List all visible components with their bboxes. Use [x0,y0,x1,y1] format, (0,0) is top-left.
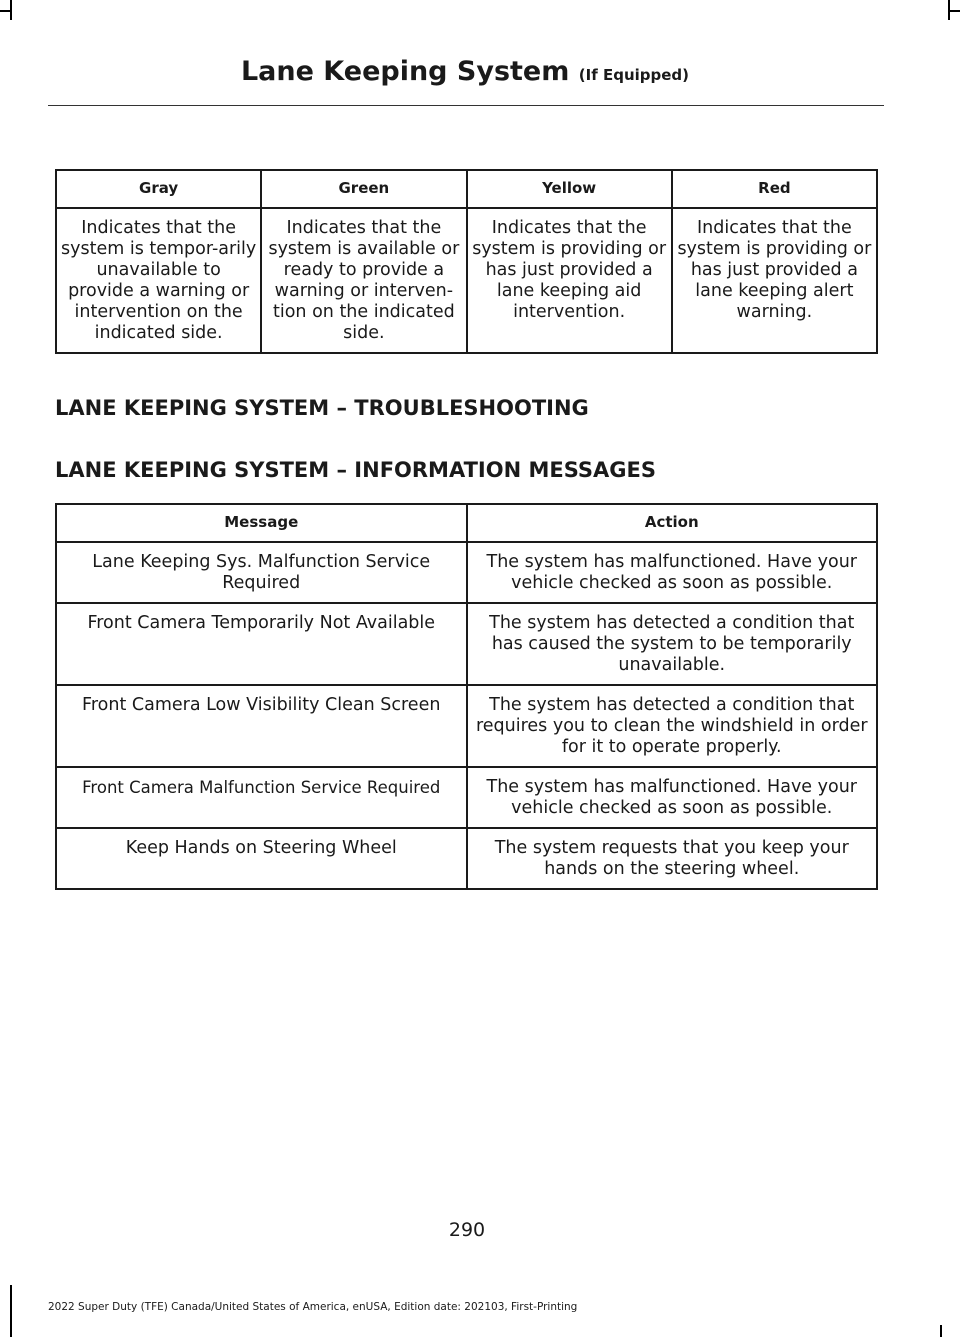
yellow-description: Indicates that the system is providing or has just provided a lane keeping aid intervention. [467,208,672,353]
gray-description: Indicates that the system is tempor-arily unavailable to provide a warning or intervention on the indicated side. [56,208,261,353]
message-cell: Lane Keeping Sys. Malfunction Service Required [56,542,467,603]
header-red: Red [672,170,877,208]
table-row [56,828,877,889]
header-title: Lane Keeping System [240,56,570,87]
action-cell: The system requests that you keep your hands on the steering wheel. [467,828,878,889]
green-description: Indicates that the system is available or ready to provide a warning or interven-tion on the indicated side. [261,208,466,353]
header-yellow: Yellow [467,170,672,208]
page-number: 290 [448,1219,486,1241]
red-description: Indicates that the system is providing or has just provided a lane keeping alert warning. [672,208,877,353]
message-cell: Front Camera Low Visibility Clean Screen [56,685,467,767]
action-cell: The system has detected a condition that has caused the system to be temporarily unavailable. [467,603,878,685]
crop-mark-bottom-left [10,1285,12,1337]
header-gray: Gray [56,170,261,208]
section-heading-troubleshooting: LANE KEEPING SYSTEM – TROUBLESHOOTING [55,396,589,420]
information-messages-table [55,503,878,890]
action-cell: The system has detected a condition that requires you to clean the windshield in order for it to operate properly. [467,685,878,767]
header-divider [48,105,884,106]
table-header-row [56,504,877,542]
crop-mark-top-right-h [948,10,960,12]
edition-footer: 2022 Super Duty (TFE) Canada/United States of America, enUSA, Edition date: 202103, First-Printing [48,1301,578,1313]
table-row [56,603,877,685]
table-header-row [56,170,877,208]
message-cell: Front Camera Temporarily Not Available [56,603,467,685]
section-heading-information-messages: LANE KEEPING SYSTEM – INFORMATION MESSAGES [55,458,656,482]
message-cell: Keep Hands on Steering Wheel [56,828,467,889]
crop-mark-bottom-right [940,1325,942,1337]
action-cell: The system has malfunctioned. Have your vehicle checked as soon as possible. [467,542,878,603]
header-action: Action [467,504,878,542]
header-message: Message [56,504,467,542]
message-cell: Front Camera Malfunction Service Required [56,767,467,828]
table-row [56,208,877,353]
crop-mark-top-left-h [0,10,12,12]
table-row [56,767,877,828]
table-row [56,685,877,767]
table-row [56,542,877,603]
indicator-color-table [55,169,878,354]
header-green: Green [261,170,466,208]
action-cell: The system has malfunctioned. Have your vehicle checked as soon as possible. [467,767,878,828]
header-subtitle: (If Equipped) [578,66,690,84]
page-header [0,56,930,87]
